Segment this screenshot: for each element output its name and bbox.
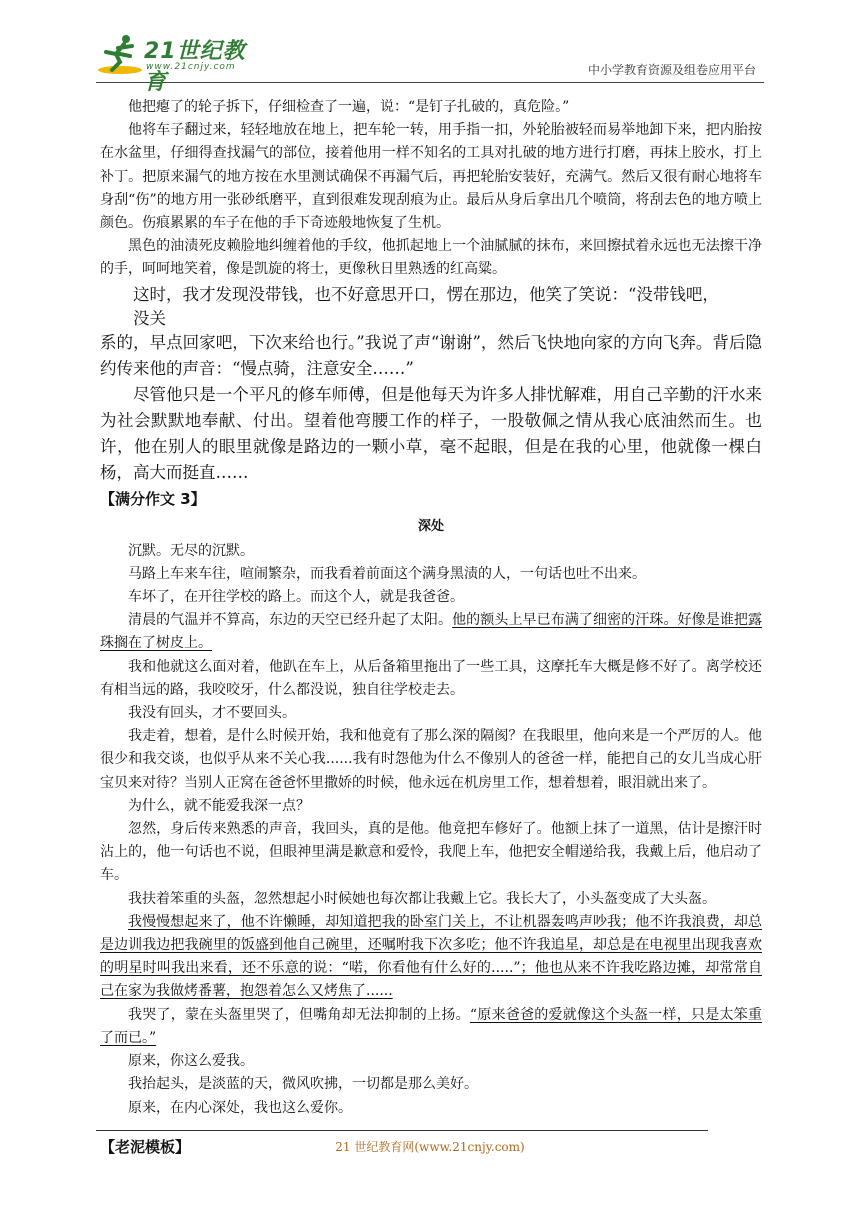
paragraph-line: 这时，我才发现没带钱，也不好意思开口，愣在那边，他笑了笑说：“没带钱吧， xyxy=(133,284,719,304)
underlined-text: 我慢慢想起来了，他不许懒睡，却知道把我的卧室门关上，不让机器轰鸣声吵我；他不许我浪费，却总是边训我边把我碗里的饭盛到他自己碗里，还嘱咐我下次多吃；他不许我追星，却总是在电视里出现我喜欢的明星时叫我出来看，还不乐意的说：“喏，你看他有什么好的.....”；他也从来不许我吃路边摊，却常常自己在家为我做烤番薯，抱怨着怎么又烤焦了...... xyxy=(100,913,762,1000)
text: 我哭了，蒙在头盔里哭了，但嘴角却无法抑制的上扬。 xyxy=(128,1006,470,1023)
paragraph: 我扶着笨重的头盔，忽然想起小时候她也每次都让我戴上它。我长大了，小头盔变成了大头盔。 xyxy=(128,890,716,907)
underlined-text: “原来爸爸的爱就像这个头盔一样，只是太笨重了而已。” xyxy=(100,1006,763,1046)
paragraph: 他将车子翻过来，轻轻地放在地上，把车轮一转，用手指一扣，外轮胎被轻而易举地卸下来，把内胎按在水盆里，仔细得查找漏气的部位，接着他用一样不知名的工具对扎破的地方进行打磨，再抹上胶水，打上补丁。把原来漏气的地方按在水里测试确保不再漏气后，再把轮胎安装好，充满气。然后又很有耐心地将车身刮“伤”的地方用一张砂纸磨平，直到很难发现刮痕为止。最后从身后拿出几个喷筒，将刮去色的地方喷上颜色。伤痕累累的车子在他的手下奇迹般地恢复了生机。 xyxy=(100,122,762,232)
paragraph: 马路上车来车往，喧闹繁杂，而我看着前面这个满身黑渍的人，一句话也吐不出来。 xyxy=(128,565,646,582)
paragraph: 为什么，就不能爱我深一点？ xyxy=(128,797,310,814)
paragraph: 我没有回头，才不要回头。 xyxy=(128,705,296,722)
platform-name: 中小学教育资源及组卷应用平台 xyxy=(587,63,756,77)
paragraph: 尽管他只是一个平凡的修车师傅，但是他每天为许多人排忧解难，用自己辛勤的汗水来为社会默默地奉献、付出。望着他弯腰工作的样子，一股敬佩之情从我心底油然而生。也许，他在别人的眼里就像是路边的一颗小草，毫不起眼，但是在我的心里，他就像一棵白杨，高大而挺直…… xyxy=(100,384,762,482)
paragraph: 我走着，想着，是什么时候开始，我和他竟有了那么深的隔阂？在我眼里，他向来是一个严厉的人。他很少和我交谈，也似乎从来不关心我......我有时怨他为什么不像别人的爸爸一样，能把自己的女儿当成心肝宝贝来对待？当别人正窝在爸爸怀里撒娇的时候，他永远在机房里工作，想着想着，眼泪就出来了。 xyxy=(100,728,762,791)
underlined-text: 他的额头上早已布满了细密的汗珠。好像是谁把露珠搁在了树皮上。 xyxy=(100,612,763,652)
text: 清晨的气温并不算高，东边的天空已经升起了太阳。 xyxy=(128,612,453,629)
footer-divider xyxy=(96,1130,708,1131)
runner-logo-icon xyxy=(96,32,144,78)
paragraph: 原来，你这么爱我。 xyxy=(128,1053,254,1070)
paragraph: 他把瘪了的轮子拆下，仔细检查了一遍，说：“是钉子扎破的，真危险。” xyxy=(128,99,570,115)
paragraph: 沉默。无尽的沉默。 xyxy=(128,542,254,559)
paragraph: 我和他就这么面对着，他趴在车上，从后备箱里拖出了一些工具，这摩托车大概是修不好了。离学校还有相当远的路，我咬咬牙，什么都没说，独自往学校走去。 xyxy=(100,658,762,698)
paragraph: 系的，早点回家吧，下次来给也行。”我说了声“谢谢”，然后飞快地向家的方向飞奔。背后隐约传来他的声音：“慢点骑，注意安全……” xyxy=(100,332,762,378)
page-header xyxy=(96,30,764,95)
paragraph-line: 没关 xyxy=(133,308,166,328)
site-logo[interactable] xyxy=(96,32,266,95)
paragraph: 我抬起头，是淡蓝的天，微风吹拂，一切都是那么美好。 xyxy=(128,1076,478,1093)
paragraph: 忽然，身后传来熟悉的声音，我回头，真的是他。他竟把车修好了。他额上抹了一道黑，估计是擦汗时沾上的，他一句话也不说，但眼神里满是歉意和爱怜，我爬上车，他把安全帽递给我，我戴上后，他启动了车。 xyxy=(100,821,762,884)
section-heading: 【老泥模板】 xyxy=(100,1137,191,1156)
document-body xyxy=(100,96,762,1160)
paragraph: 原来，在内心深处，我也这么爱你。 xyxy=(128,1099,352,1116)
essay-title: 深处 xyxy=(417,518,444,534)
page-footer[interactable]: 21 世纪教育网(www.21cnjy.com) xyxy=(335,1140,525,1154)
paragraph xyxy=(100,1004,762,1050)
logo-text: 21世纪教育 xyxy=(144,39,246,95)
paragraph: 黑色的油渍死皮赖脸地纠缠着他的手纹，他抓起地上一个油腻腻的抹布，来回擦拭着永远也无法擦干净的手，呵呵地笑着，像是凯旋的将士，更像秋日里熟透的红高粱。 xyxy=(100,238,762,278)
paragraph xyxy=(100,911,762,1004)
section-heading: 【满分作文 3】 xyxy=(100,489,206,508)
paragraph xyxy=(100,609,762,655)
logo-url: www.21cnjy.com xyxy=(146,62,236,72)
paragraph: 车坏了，在开往学校的路上。而这个人，就是我爸爸。 xyxy=(128,589,464,606)
